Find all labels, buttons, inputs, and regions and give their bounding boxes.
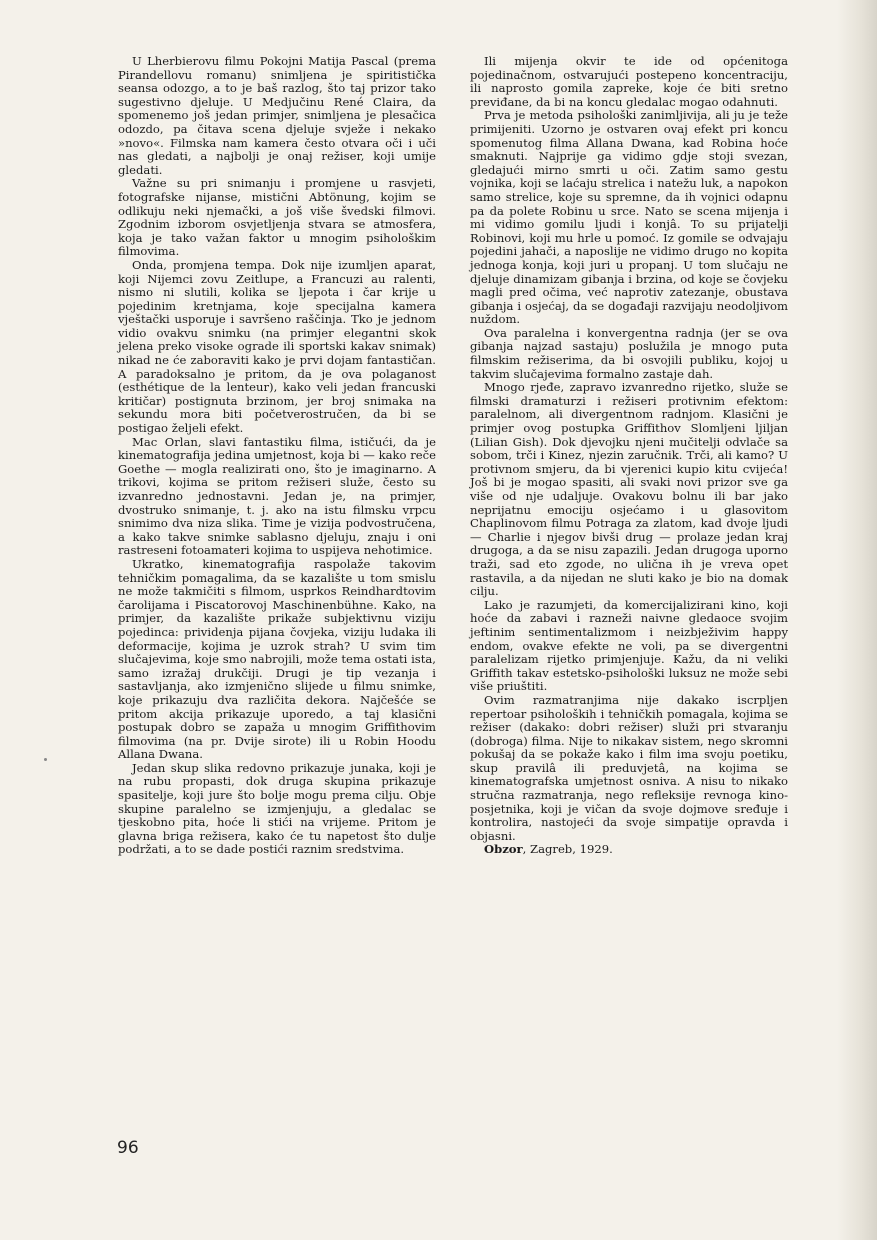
paragraph: Ukratko, kinematografija raspolaže takovim tehničkim pomagalima, da se kazalište u tom smislu ne može takmičiti s filmom, usprkos Reindhardtovim čarolijama i Piscatorovoj Maschinenbühne. Kako, na primjer, da kazalište prikaže subjektivnu viziju pojedinca: prividenja pijana čovjeka, viziju ludaka ili deformacije, kojima je uzrok strah? U svim tim slučajevima, koje smo nabrojili, može tema ostati ista, samo izražaj drukčiji. Drugi je tip vezanja i sastavljanja, ako izmjenično slijede u filmu snimke, koje prikazuju dva različita dekora. Najčešće se pritom akcija prikazuje uporedo, a taj klasični postupak dobro se zapaža u mnogim Griffithovim filmovima (na pr. Dvije sirote) ili u Robin Hoodu Allana Dwana. bbox=[118, 556, 436, 762]
left-text-column bbox=[118, 55, 436, 857]
paragraph: Onda, promjena tempa. Dok nije izumljen aparat, koji Nijemci zovu Zeitlupe, a Francuzi au ralenti, nismo ni slutili, kolika se ljepota i čar krije u pojedinim kretnjama, koje specijalna kamera vještački usporuje i savršeno raščinja. Tko je jednom vidio ovakvu snimku (na primjer elegantni skok jelena preko visoke ograde ili sportski kakav snimak) nikad ne će zaboraviti kako je prvi dojam fantastičan. A paradoksalno je pritom, da je ova polaganost (esthétique de la lenteur), kako veli jedan francuski kritičar) postignuta brzinom, jer broj snimaka na sekundu mora biti početverostručen, da bi se postigao željeli efekt. bbox=[118, 257, 436, 436]
paragraph: Prva je metoda psihološki zanimljivija, ali ju je teže primijeniti. Uzorno je ostvaren ovaj efekt pri koncu spomenutog filma Allana Dwana, kad Robina hoće smaknuti. Najprije ga vidimo gdje stoji svezan, gledajući mirno smrti u oči. Zatim samo gestu vojnika, koji se laćaju strelica i natežu luk, a napokon samo strelice, koje su spremne, da ih vojnici odapnu pa da polete Robinu u srce. Nato se scena mijenja i mi vidimo gomilu ljudi i konjâ. To su prijatelji Robinovi, koji mu hrle u pomoć. Iz gomile se odvajaju pojedini jahači, a naposlije ne vidimo drugo no kopita jednoga konja, koji juri u propanj. U tom slučaju ne djeluje dinamizam gibanja i brzina, od koje se čovjeku magli pred očima, već naprotiv zatezanje, obustava gibanja i osjećaj, da se događaji razvijaju neodoljivom nuždom. bbox=[470, 108, 788, 327]
paragraph: U Lherbierovu filmu Pokojni Matija Pascal (prema Pirandellovu romanu) snimljena je spiritistička seansa odozgo, a to je baš razlog, što taj prizor tako sugestivno djeluje. U Medjučinu René Claira, da spomenemo još jedan primjer, snimljena je plesačica odozdo, pa čitava scena djeluje svježe i nekako »novo«. Filmska nam kamera često otvara oči i uči nas gledati, a najbolji je onaj režiser, koji umije gledati. bbox=[118, 54, 436, 177]
paragraph: Mac Orlan, slavi fantastiku filma, ističući, da je kinematografija jedina umjetnost, koja bi — kako reče Goethe — mogla realizirati ono, što je imaginarno. A trikovi, kojima se pritom režiseri služe, često su izvanredno jednostavni. Jedan je, na primjer, dvostruko snimanje, t. j. ako na istu filmsku vrpcu snimimo dva niza slika. Time je vizija podvostručena, a kako takve snimke sablasno djeluju, znaju i oni rastreseni fotoamateri kojima to uspijeva nehotimice. bbox=[118, 434, 436, 558]
paragraph: Mnogo rjeđe, zapravo izvanredno rijetko, služe se filmski dramaturzi i režiseri protivnim efektom: paralelnom, ali divergentnom radnjom. Klasični je primjer ovog postupka Griffithov Slomljeni ljiljan (Lilian Gish). Dok djevojku njeni mučitelji odvlače sa sobom, trči i Kinez, njezin zaručnik. Trči, ali kamo? U protivnom smjeru, da bi vjerenici kupio kitu cvijeća! Još bi je mogao spasiti, ali svaki novi prizor sve ga više od nje udaljuje. Ovakovu bolnu ili bar jako neprijatnu emociju osjećamo i u glasovitom Chaplinovom filmu Potraga za zlatom, kad dvoje ljudi — Charlie i njegov bivši drug — prolaze jedan kraj drugoga, a da se nisu zapazili. Jedan drugoga uporno traži, sad eto zgode, no ulična ih je vreva opet rastavila, a da nijedan ne sluti kako je bio na domak cilju. bbox=[470, 380, 788, 599]
paragraph: Ili mijenja okvir te ide od općenitoga pojedinačnom, ostvarujući postepeno koncentraciju, ili naprosto gomila zapreke, koje će biti sretno previđane, da bi na koncu gledalac mogao odahnuti. bbox=[470, 54, 788, 109]
paper-speck bbox=[44, 758, 47, 761]
paragraph: Lako je razumjeti, da komercijalizirani kino, koji hoće da zabavi i razneži naivne gledaoce svojim jeftinim sentimentalizmom i neizbježivim happy endom, ovakve efekte ne voli, pa se divergentni paralelizam rijetko primjenjuje. Kažu, da ni veliki Griffith takav estetsko-psihološki luksuz ne može sebi više priuštiti. bbox=[470, 597, 788, 694]
source-name: Obzor bbox=[484, 842, 523, 857]
source-citation bbox=[470, 843, 788, 857]
paragraph: Jedan skup slika redovno prikazuje junaka, koji je na rubu propasti, dok druga skupina prikazuje spasitelje, koji jure što bolje mogu prema cilju. Obje skupine paralelno se izmjenjuju, a gledalac se tjeskobno pita, hoće li stići na vrijeme. Pritom je glavna briga režisera, kako će tu napetost što dulje podržati, a to se dade postići raznim sredstvima. bbox=[118, 760, 436, 857]
paragraph: Ova paralelna i konvergentna radnja (jer se ova gibanja najzad sastaju) poslužila je mnogo puta filmskim režiserima, da bi osvojili publiku, kojoj u takvim slučajevima formalno zastaje dah. bbox=[470, 325, 788, 381]
paragraph: Ovim razmatranjima nije dakako iscrpljen repertoar psiholoških i tehničkih pomagala, kojima se režiser (dakako: dobri režiser) služi pri stvaranju (dobroga) filma. Nije to nikakav sistem, nego skromni pokušaj da se pokaže kako i film ima svoju poetiku, skup pravilâ ili preduvjetâ, na kojima se kinematografska umjetnost osniva. A nisu to nikako stručna razmatranja, nego refleksije revnoga kino-posjetnika, koji je vičan da svoje dojmove sređuje i kontrolira, nastojeći da svoje simpatije opravda i objasni. bbox=[470, 692, 788, 843]
page-number: 96 bbox=[117, 1138, 139, 1158]
source-place-year: , Zagreb, 1929. bbox=[522, 842, 613, 857]
page-edge-shadow bbox=[837, 0, 877, 1240]
paragraph: Važne su pri snimanju i promjene u rasvjeti, fotografske nijanse, mistični Abtönung, kojim se odlikuju neki njemački, a još više švedski filmovi. Zgodnim izborom osvjetljenja stvara se atmosfera, koja je tako važan faktor u mnogim psihološkim filmovima. bbox=[118, 176, 436, 259]
right-text-column bbox=[470, 55, 788, 857]
